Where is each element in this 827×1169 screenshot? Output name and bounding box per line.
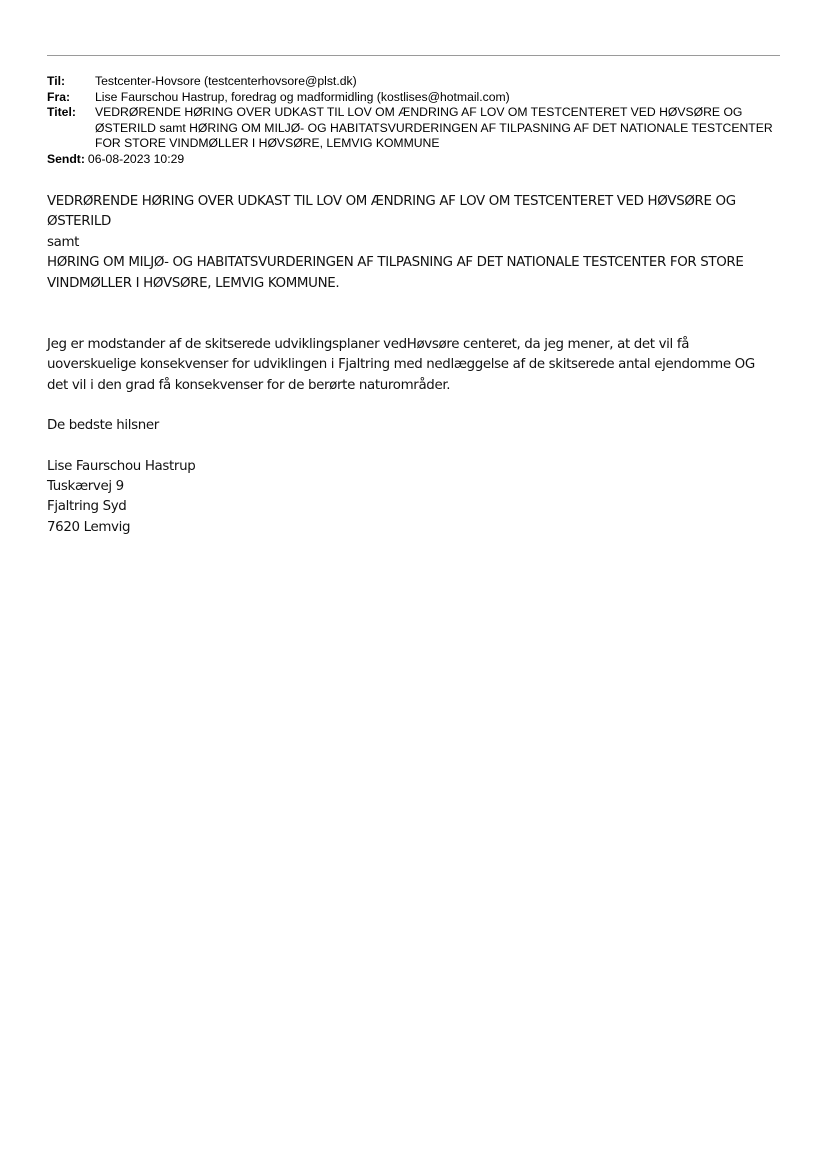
sendt-label: Sendt: xyxy=(47,151,85,166)
body-paragraph: Jeg er modstander af de skitserede udviklingsplaner vedHøvsøre centeret, da jeg mener, at det vil få uoverskuelige konsekvenser for udviklingen i Fjaltring med nedlæggelse af de skitserede antal ejendomme OG det vil i den grad få konsekvenser for de berørte naturområder. xyxy=(47,337,755,393)
titel-label: Titel: xyxy=(47,105,76,120)
fra-label: Fra: xyxy=(47,89,71,104)
greeting: De bedste hilsner xyxy=(47,418,159,434)
email-body xyxy=(47,192,775,538)
til-value: Testcenter-Hovsore (testcenterhovsore@plst.dk) xyxy=(95,74,357,88)
signature-postal: 7620 Lemvig xyxy=(47,519,131,535)
subject-joiner: samt xyxy=(47,234,80,250)
header-row-sendt xyxy=(47,152,777,168)
email-header xyxy=(47,74,777,168)
til-label: Til: xyxy=(47,74,66,88)
signature-name: Lise Faurschou Hastrup xyxy=(47,458,196,474)
header-row-fra xyxy=(47,90,777,106)
fra-value: Lise Faurschou Hastrup, foredrag og madformidling (kostlises@hotmail.com) xyxy=(95,89,510,104)
sendt-value: 06-08-2023 10:29 xyxy=(87,151,185,166)
header-row-til xyxy=(47,74,777,90)
signature-street: Tuskærvej 9 xyxy=(47,479,124,495)
spacer xyxy=(47,437,775,457)
titel-value: VEDRØRENDE HØRING OVER UDKAST TIL LOV OM ÆNDRING AF LOV OM TESTCENTERET VED HØVSØRE OG ØSTERILD samt HØRING OM MILJØ- OG HABITATSVURDERINGEN AF TILPASNING AF DET NATIONALE TESTCENTER FOR STORE VINDMØLLER I HØVSØRE, LEMVIG KOMMUNE xyxy=(95,105,773,151)
spacer xyxy=(47,396,775,416)
spacer xyxy=(47,294,775,335)
subject-line-1: VEDRØRENDE HØRING OVER UDKAST TIL LOV OM ÆNDRING AF LOV OM TESTCENTERET VED HØVSØRE OG ØSTERILD xyxy=(47,194,736,230)
signature-town: Fjaltring Syd xyxy=(47,499,127,515)
subject-line-2: HØRING OM MILJØ- OG HABITATSVURDERINGEN AF TILPASNING AF DET NATIONALE TESTCENTER FOR STORE VINDMØLLER I HØVSØRE, LEMVIG KOMMUNE. xyxy=(47,255,744,291)
header-row-titel xyxy=(47,105,777,152)
header-divider xyxy=(47,55,780,56)
